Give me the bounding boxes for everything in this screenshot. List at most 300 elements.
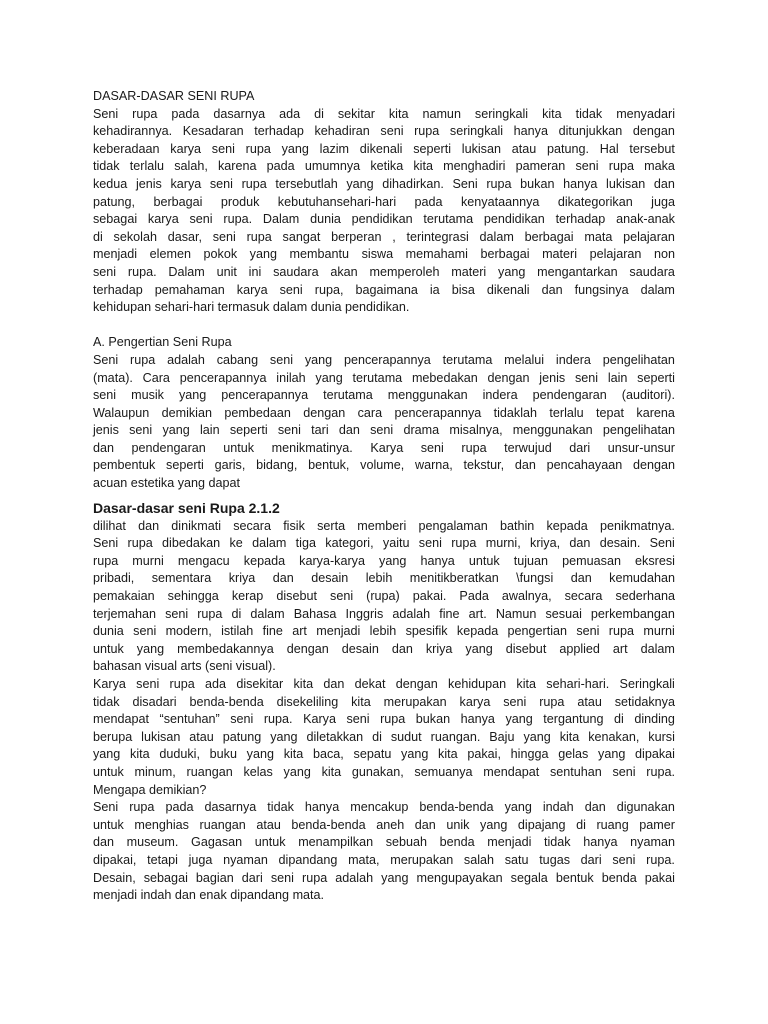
word: dikenali	[486, 282, 530, 297]
word: kenakan,	[588, 729, 640, 744]
word: yang	[401, 747, 429, 762]
word: disebut	[505, 641, 547, 656]
word: yang	[281, 141, 309, 156]
word: Dalam	[168, 264, 205, 279]
word: terhadap	[254, 124, 304, 139]
word: satu	[504, 852, 529, 867]
text-line: acuan estetika yang dapat	[93, 476, 241, 491]
word: seperti	[637, 370, 675, 385]
word: seringkali	[474, 106, 529, 121]
word: berbagai	[480, 247, 530, 262]
word: melalui	[504, 352, 545, 367]
word: atau	[511, 141, 537, 156]
word: kepada	[243, 553, 286, 568]
text-line	[93, 641, 675, 659]
word: terhadap	[555, 212, 606, 227]
word: pada	[165, 800, 194, 815]
word: namun	[422, 106, 461, 121]
word: dengan	[286, 641, 329, 656]
word: secara	[233, 518, 271, 533]
word: yang	[504, 800, 532, 815]
word: ruangan	[186, 764, 233, 779]
word: berupa	[93, 729, 133, 744]
word: disadari	[132, 694, 177, 709]
word: seni	[212, 229, 236, 244]
word: terintegrasi	[406, 229, 469, 244]
word: berbagai	[524, 229, 574, 244]
word: dunia	[93, 624, 124, 639]
word: pendengaran	[532, 388, 607, 403]
word: Seringkali	[619, 677, 675, 691]
word: menghias	[134, 817, 189, 832]
word: dalam	[479, 229, 514, 244]
word: lain	[607, 370, 628, 385]
word: museum.	[126, 835, 179, 850]
word: berbagai	[153, 194, 203, 209]
word: bentuk	[555, 870, 594, 885]
word: tidak	[267, 800, 294, 815]
word: seperti	[166, 458, 204, 473]
word: art.	[468, 606, 487, 621]
word: (auditori).	[621, 388, 675, 403]
word: Seni	[649, 536, 675, 551]
word: dalam	[640, 282, 675, 297]
word: hingga	[510, 747, 549, 762]
word: kemudahan	[609, 571, 675, 586]
word: pakai,	[467, 747, 501, 762]
word: karya	[170, 176, 202, 191]
word: terjemahan	[93, 606, 157, 621]
word: karena	[218, 159, 257, 174]
word: dunia	[310, 212, 341, 227]
word: lain	[199, 423, 220, 438]
word: Karya	[303, 712, 336, 727]
word: perkembangan	[590, 606, 675, 621]
word: dengan	[303, 405, 346, 420]
word: ada	[279, 106, 301, 121]
word: indera	[555, 352, 591, 367]
word: yang	[304, 352, 333, 367]
word: hanya	[563, 176, 598, 191]
word: pakai	[644, 870, 675, 885]
word: fisik	[283, 518, 305, 533]
word: rupa	[539, 694, 565, 709]
text-line	[93, 518, 675, 536]
text-line	[93, 194, 675, 212]
text-line	[93, 694, 675, 712]
word: pribadi,	[93, 571, 135, 586]
word: Desain,	[93, 870, 136, 885]
word: modern,	[165, 624, 212, 639]
word: Seni	[93, 352, 119, 367]
word: misalnya,	[449, 423, 503, 438]
text-line	[93, 387, 675, 405]
word: pamer	[639, 817, 675, 832]
word: pencerapannya	[343, 352, 431, 367]
word: rupa,	[314, 282, 344, 297]
word: mencakup	[350, 800, 409, 815]
word: dan	[414, 817, 436, 832]
word: tetapi	[147, 852, 178, 867]
word: tugas	[539, 852, 570, 867]
word: desain	[341, 641, 379, 656]
word: yang	[162, 423, 190, 438]
word: seni	[370, 423, 394, 438]
word: yang	[480, 817, 508, 832]
word: seni	[575, 159, 599, 174]
word: Seni	[93, 800, 119, 815]
word: dengan	[395, 677, 438, 691]
word: seni	[418, 536, 442, 551]
word: menikmatinya.	[271, 440, 353, 455]
text-line	[93, 570, 675, 588]
word: pembentuk	[93, 458, 156, 473]
paragraph-categories	[93, 518, 675, 676]
word: nyaman	[223, 852, 268, 867]
word: rupa	[414, 124, 440, 139]
word: patung.	[546, 141, 589, 156]
word: kita	[321, 764, 342, 779]
word: kita	[438, 747, 458, 762]
word: dari	[569, 440, 591, 455]
word: hanya	[513, 124, 548, 139]
word: aneh	[376, 817, 405, 832]
paragraph-everyday	[93, 676, 675, 799]
word: kepada	[546, 518, 588, 533]
word: musik	[131, 388, 164, 403]
text-line	[93, 106, 675, 124]
text-line	[93, 746, 675, 764]
word: Seni	[93, 536, 119, 551]
word: seni	[93, 264, 117, 279]
word: penikmatnya.	[600, 518, 675, 533]
word: dan	[541, 282, 563, 297]
word: rupa	[302, 870, 328, 885]
word: indah	[542, 800, 574, 815]
word: menggunakan	[387, 388, 468, 403]
word: di	[231, 606, 242, 621]
word: memperoleh	[369, 264, 440, 279]
word: sehari-hari.	[546, 677, 610, 691]
word: mengupayakan	[416, 870, 503, 885]
word: yang	[315, 370, 343, 385]
word: yang	[523, 729, 551, 744]
word: rupa	[130, 352, 156, 367]
word: yang	[249, 247, 277, 262]
word: yang	[465, 641, 493, 656]
text-line	[93, 123, 675, 141]
word: sederhana	[615, 589, 675, 604]
word: eksresi	[635, 553, 675, 568]
word: sebagai	[93, 212, 138, 227]
word: salah	[463, 852, 495, 867]
word: pada	[414, 194, 443, 209]
word: tujuan	[513, 553, 549, 568]
word: ada	[205, 677, 227, 691]
word: mata	[584, 229, 613, 244]
word: seni	[209, 176, 233, 191]
word: tiga	[295, 536, 316, 551]
word: rupa	[461, 440, 487, 455]
word: patung	[222, 729, 262, 744]
word: kita	[293, 677, 314, 691]
word: pemuasan	[562, 553, 621, 568]
word: pencerapannya	[394, 405, 482, 420]
word: ruang	[596, 817, 629, 832]
section-a-title: A. Pengertian Seni Rupa	[93, 335, 232, 350]
text-line	[93, 852, 675, 870]
word: dikenali	[359, 141, 403, 156]
word: disebut	[276, 589, 317, 604]
word: dari	[580, 852, 602, 867]
word: dibedakan	[162, 536, 221, 551]
word: pencerapannya	[221, 388, 309, 403]
word: patung,	[93, 194, 136, 209]
word: disekitar	[236, 677, 284, 691]
paragraph-intro	[93, 106, 675, 317]
text-line	[93, 176, 675, 194]
word: rupa	[127, 536, 153, 551]
word: saudara	[629, 264, 675, 279]
word: tersebut	[629, 141, 675, 156]
word: adalah	[335, 870, 374, 885]
word: pelajaran	[589, 247, 642, 262]
word: sudut	[390, 729, 422, 744]
text-line	[93, 457, 675, 475]
word: dipajang	[517, 817, 566, 832]
word: yang	[498, 264, 526, 279]
word: rupa	[245, 141, 271, 156]
word: memberi	[357, 518, 407, 533]
word: lukisan	[461, 141, 501, 156]
text-line	[93, 229, 675, 247]
word: seni	[270, 870, 294, 885]
word: atau	[256, 817, 281, 832]
word: sehingga	[167, 589, 219, 604]
text-line: menjadi indah dan enak dipandang mata.	[93, 888, 325, 903]
word: yang	[505, 712, 533, 727]
word: Kesadaran	[182, 124, 244, 139]
word: di	[93, 229, 103, 244]
word: sepatu	[353, 747, 392, 762]
text-line	[93, 246, 675, 264]
word: bagian	[195, 870, 234, 885]
word: lebih	[365, 571, 393, 586]
word: drama	[403, 423, 440, 438]
word: rupa	[93, 553, 119, 568]
word: dipandang	[278, 852, 338, 867]
word: seringkali	[449, 124, 504, 139]
word: rupa	[132, 106, 158, 121]
word: materi	[451, 264, 487, 279]
word: seperti	[413, 141, 452, 156]
word: yang	[270, 729, 298, 744]
word: seni	[93, 388, 117, 403]
word: seni	[133, 624, 157, 639]
word: terutama	[323, 388, 373, 403]
word: yang	[379, 553, 407, 568]
word: merupakan	[390, 852, 454, 867]
word: menyadari	[616, 106, 675, 121]
word: kebutuhansehari-hari	[277, 194, 397, 209]
word: bidang,	[256, 458, 298, 473]
word: terlalu	[549, 405, 584, 420]
text-line	[93, 405, 675, 423]
word: bagaimana	[355, 282, 418, 297]
word: hanya	[583, 835, 618, 850]
word: yang	[283, 764, 311, 779]
word: kepada	[456, 624, 499, 639]
word: produk	[220, 194, 260, 209]
word: menampilkan	[298, 835, 374, 850]
word: dan	[138, 518, 160, 533]
word: merupakan	[383, 694, 447, 709]
text-line	[93, 764, 675, 782]
word: dari	[241, 870, 263, 885]
word: Namun	[495, 606, 537, 621]
word: dan	[653, 176, 675, 191]
word: pada	[171, 106, 200, 121]
word: di	[314, 106, 324, 121]
word: seni	[612, 764, 636, 779]
word: nyaman	[630, 835, 675, 850]
text-line	[93, 158, 675, 176]
word: yang	[178, 388, 207, 403]
word: gunakan,	[351, 764, 404, 779]
word: seni	[211, 141, 235, 156]
word: dan	[323, 677, 345, 691]
word: ruangan	[199, 817, 246, 832]
word: atau	[577, 694, 602, 709]
word: dan	[569, 536, 591, 551]
word: tidak	[575, 106, 603, 121]
word: ketika	[370, 159, 404, 174]
word: rupa	[608, 624, 635, 639]
word: pendengaran	[131, 440, 206, 455]
text-line	[93, 729, 675, 747]
word: istilah	[221, 624, 254, 639]
text-line	[93, 282, 675, 300]
word: seperti	[229, 423, 268, 438]
word: seni	[330, 589, 354, 604]
word: menggunakan	[512, 423, 593, 438]
word: untuk	[93, 764, 124, 779]
word: lebih	[369, 624, 397, 639]
word: semuanya	[414, 764, 473, 779]
word: untuk	[468, 553, 500, 568]
word: kita	[388, 106, 409, 121]
word: dengan	[632, 124, 675, 139]
word: dekat	[354, 677, 386, 691]
word: mengacu	[177, 553, 230, 568]
paragraph-gap	[93, 317, 675, 335]
word: dalam	[250, 606, 285, 621]
word: rupa	[197, 606, 223, 621]
word: sebuah	[385, 835, 428, 850]
word: karya	[236, 282, 268, 297]
word: dasar,	[167, 229, 203, 244]
word: benda-benda	[419, 800, 494, 815]
word: tidak	[93, 159, 120, 174]
word: pencahayaan	[546, 458, 623, 473]
word: menjadi	[316, 624, 361, 639]
word: seni	[279, 282, 303, 297]
word: warna,	[414, 458, 453, 473]
word: jenis	[135, 176, 162, 191]
word: pemahaman	[154, 282, 225, 297]
word: elemen	[149, 247, 191, 262]
word: yang	[246, 747, 274, 762]
text-line	[93, 352, 675, 370]
word: terutama	[423, 212, 474, 227]
text-line	[93, 834, 675, 852]
word: dinding	[634, 712, 675, 727]
word: dalam	[252, 536, 287, 551]
word: ke	[229, 536, 243, 551]
word: mata,	[348, 852, 380, 867]
word: kedua	[93, 176, 128, 191]
word: desain.	[599, 536, 641, 551]
word: pameran	[515, 159, 566, 174]
word: di	[614, 712, 624, 727]
word: murni,	[485, 536, 521, 551]
word: kita	[516, 677, 537, 691]
word: mendapat	[483, 764, 540, 779]
word: unsur-unsur	[607, 440, 675, 455]
word: seni	[189, 212, 213, 227]
paragraph-definition	[93, 352, 675, 493]
text-line	[93, 264, 675, 282]
text-line	[93, 141, 675, 159]
word: benda	[601, 870, 637, 885]
word: ruangan.	[430, 729, 481, 744]
word: dipakai	[635, 747, 675, 762]
word: dihadirkan.	[382, 176, 444, 191]
word: dengan	[632, 458, 675, 473]
word: cara	[357, 405, 383, 420]
word: Seni	[93, 106, 119, 121]
word: duduki,	[159, 747, 200, 762]
word: menjadi	[93, 247, 138, 262]
word: murni	[643, 624, 675, 639]
word: \fungsi	[516, 571, 554, 586]
word: hanya	[304, 800, 340, 815]
word: seni	[612, 852, 636, 867]
word: karya	[459, 694, 491, 709]
word: keberadaan	[93, 141, 160, 156]
word: untuk	[223, 440, 255, 455]
word: yang	[346, 176, 374, 191]
document-page	[93, 88, 675, 905]
word: Bahasa	[293, 606, 337, 621]
word: ini	[248, 264, 262, 279]
word: sekolah	[113, 229, 157, 244]
word: digunakan	[616, 800, 675, 815]
word: dan	[391, 641, 413, 656]
word: pendidikan	[483, 212, 545, 227]
word: di	[372, 729, 382, 744]
word: sangat	[282, 229, 321, 244]
word: rupa	[380, 712, 406, 727]
word: karena	[636, 405, 675, 420]
word: Cara	[142, 370, 170, 385]
word: karya	[170, 141, 202, 156]
word: jenis	[93, 423, 119, 438]
word: rupa	[246, 229, 272, 244]
word: pengelihatan	[602, 352, 675, 367]
text-line	[93, 606, 675, 624]
word: bukan	[520, 176, 555, 191]
